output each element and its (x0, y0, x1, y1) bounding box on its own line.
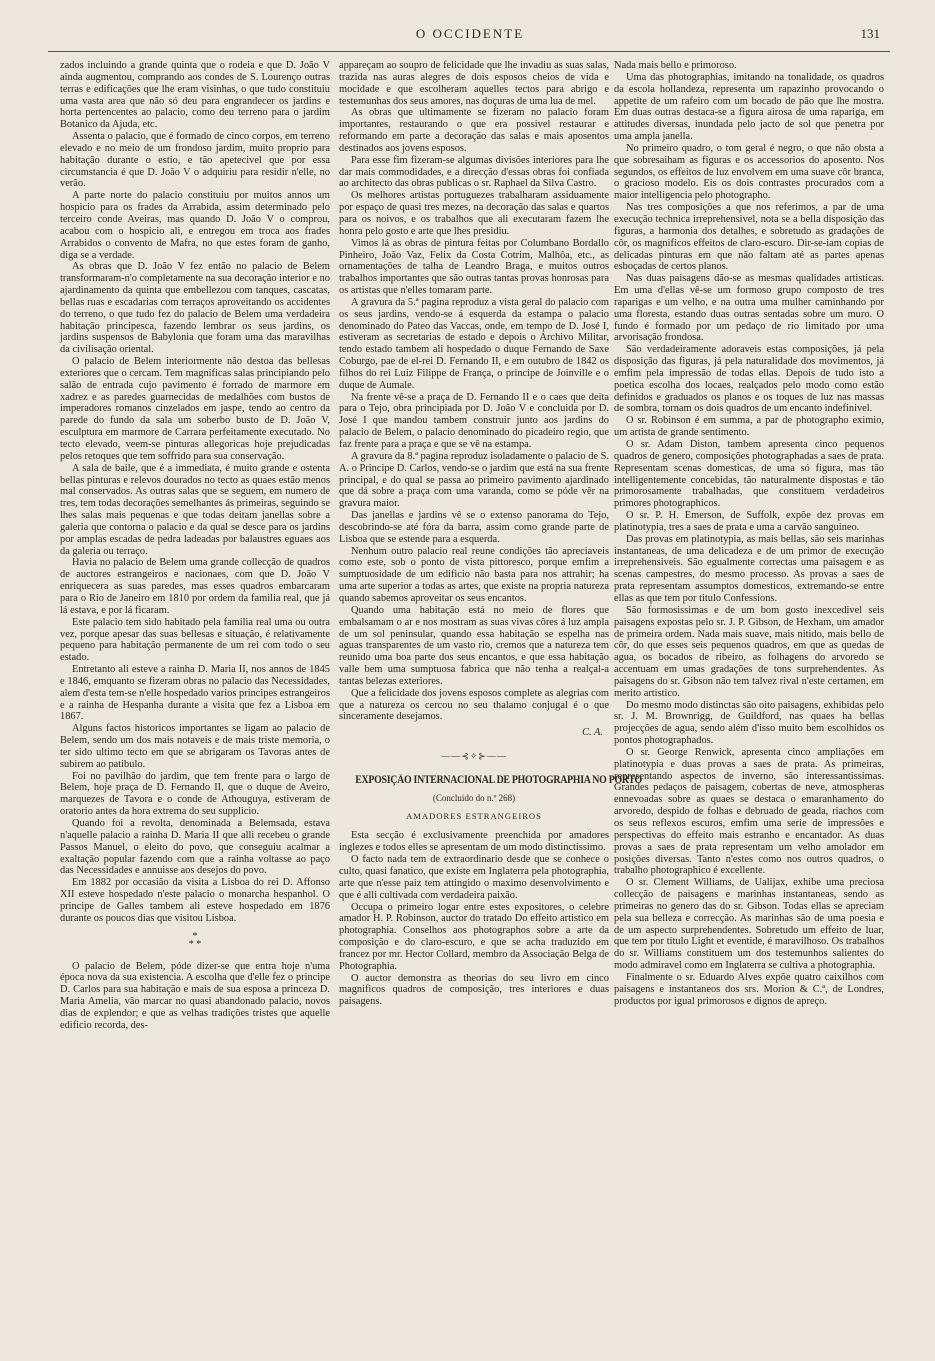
paragraph: Alguns factos historicos importantes se ligam ao palacio de Belem, sendo um dos mais notaveis e de mais triste memoria, o ter sido ultimo tecto em que se abrigaram os Tavoras antes de subirem ao patibulo. (60, 723, 330, 770)
paragraph: Os melhores artistas portuguezes trabalharam assiduamente por espaço de quasi tres mezes, na decoração das salas e quartos para os noivos, e os trabalhos que ali executaram fazem lhe honra pelo gosto e arte que lhes presidiu. (339, 190, 609, 237)
paragraph: São verdadeiramente adoraveis estas composições, já pela disposição das figuras, já pela naturalidade dos movimentos, já emfim pela impressão de todas ellas. Depois de tudo isto a poetica escolha dos locaes, realçados pelo modo como estão definidos e graduados os planos e os toques de luz nas massas de sombra, tornam os dois quadros de um encanto indefinivel. (614, 344, 884, 415)
paragraph: Em 1882 por occasião da visita a Lisboa do rei D. Affonso XII esteve hospedado n'este palacio o monarcha hespanhol. O principe de Galles tambem ali esteve hospedado em 1876 durante os poucos dias que visitou Lisboa. (60, 877, 330, 924)
header-rule (48, 51, 890, 52)
paragraph: Vimos lá as obras de pintura feitas por Columbano Bordallo Pinheiro, João Vaz, Felix da Costa Cotrim, Malhôa, etc., as ornamentações de talha de Leandro Braga, e muitos outros trabalhos importantes que são outras tantas provas honrosas para os artistas que n'elles tomaram parte. (339, 237, 609, 297)
paragraph: O facto nada tem de extraordinario desde que se conhece o culto, quasi fanatico, que existe em Inglaterra pela photographia, arte que n'esse paiz tem attingido o maximo desenvolvimento e que é alli cultivada com verdadeira paixão. (339, 854, 609, 901)
paragraph: Do mesmo modo distinctas são oito paisagens, exhibidas pelo sr. J. M. Brownrigg, de Guildford, nas quaes ha bellas projecções de agua, sendo além d'isso muito bem escolhidos os pontos photographados. (614, 699, 884, 747)
paragraph: Este palacio tem sido habitado pela familia real uma ou outra vez, porque apesar das suas bellesas e situação, é relativamente pequeno para habitação permanente de um rei com todo o seu estado. (60, 616, 330, 664)
paragraph: As obras que ultimamente se fizeram no palacio foram importantes, restaurando o que era possivel restaurar e reformando em parte a decoração das salas e mais aposentos destinados aos jovens esposos. (339, 107, 609, 154)
paragraph: Das provas em platinotypia, as mais bellas, são seis marinhas instantaneas, de uma delicadeza e de um primor de execução irreprehensiveis. São egualmente correctas uma paisagem e as scenas campestres, do mesmo processo. As provas a saes de prata representam assumptos domesticos, extremando-se entre ellas as que tem por titulo Confessions. (614, 533, 884, 604)
column-2 (339, 60, 642, 1350)
paragraph: A gravura da 8.ª pagina reproduz isoladamente o palacio de S. A. o Principe D. Carlos, vendo-se o jardim que está na sua frente principal, e do qual se passa ao primeiro pavimento ajardinado que dá sobre a praça com uma varanda, como se póde vêr na gravura maior. (339, 450, 609, 510)
paragraph: O palacio de Belem interiormente não destoa das bellesas exteriores que o cercam. Tem magnificas salas principiando pelo salão de entrada cujo pavimento é forrado de marmore em xadrez e as paredes guarnecidas de medalhões com bustos de imperadores romanos cinzelados em jaspe, tendo ao centro da parede do fundo da sala um soberbo busto de D. João V, esculptura em marmore de Carrara perfeitamente executado. No tecto elevado, veem-se pinturas allegoricas hoje prejudicadas pelos retoques que tem soffrido para sua conservação. (60, 356, 330, 462)
paragraph: No primeiro quadro, o tom geral é negro, o que não obsta a que sobresaiham as figuras e os accessorios do aposento. Nos segundos, os effeitos de luz envolvem em uma suave côr branca, o gracioso modelo. Eis os dois contrastes procurados com a maior intelligencia pelo photographo. (614, 142, 884, 202)
paragraph: O sr. George Renwick, apresenta cinco ampliações em platinotypia e duas provas a saes de prata. As primeiras, representando aspectos de inverno, são interessantissimas. Grandes pedaços de paisagem, cobertas de neve, atmospheras ennevoadas sobre as quaes se destaca o emaranhamento do arvoredo, despido de folhas e debruado de geada, riachos com os seus reflexos escuros, emfim uma serie de impressões e perspectivas do effeito mais estranho e encantador. As duas provas a saes de prata representam um velho amolador em posições diversas. Tanto n'estes como nos outros quadros, o trabalho photographico é excellente. (614, 746, 884, 877)
paragraph: Nas tres composições a que nos referimos, a par de uma execução technica irreprehensivel, nota se a bella disposição das figuras, a harmonia dos detalhes, e sobretudo as gradações de côr, os magnificos effeitos de claro-escuro. Dir-se-iam copias de delicadas pinturas em que não faltam até as partes apenas esboçadas de certos planos. (614, 202, 884, 273)
paragraph: O sr. P. H. Emerson, de Suffolk, expõe dez provas em platinotypia, tres a saes de prata e uma a carvão sanguineo. (614, 510, 884, 533)
paragraph: Esta secção é exclusivamente preenchida por amadores inglezes e todos elles se apresentam de um modo distinctissimo. (339, 830, 609, 854)
section-note: (Concluido do n.º 268) (432, 792, 516, 803)
paragraph: O sr. Adam Diston, tambem apresenta cinco pequenos quadros de genero, composições photographadas a saes de prata. Representam scenas domesticas, de uma só figura, mas tão intelligentemente concebidas, tão naturalmente dispostas e tão primorosamente trabalhadas, que constituem verdadeiros primores photographicos. (614, 439, 884, 510)
paragraph: A sala de baile, que é a immediata, é muito grande e ostenta bellas pinturas e relevos dourados no tecto as quaes estão menos mal conservados. As outras salas que se seguem, em numero de tres, tem todas decorações semelhantes ás primeiras, seguindo se lhes salas mais pequenas e que todas deitam janellas sobre a galeria que contorna o palacio e da qual se desce para os jardins por amplas escadas de pedra ladeadas por balaustres eguaes aos da galeria ou terraço. (60, 462, 330, 557)
paragraph: Finalmente o sr. Eduardo Alves expõe quatro caixilhos com paisagens e instantaneos dos srs. Morion & C.ª, de Londres, productos por igual primorosos e dignos de apreço. (614, 971, 884, 1007)
section-subtitle: AMADORES ESTRANGEIROS (406, 810, 542, 821)
paragraph: Assenta o palacio, que é formado de cinco corpos, em terreno elevado e no meio de um frondoso jardim, muito proprio para habitação durante o estio, e tão apetecivel que por essa circumstancia é que D. João V o adquiriu para residir n'elle, no verão. (60, 131, 330, 190)
paragraph: Uma das photographias, imitando na tonalidade, os quadros da escola hollandeza, representa um rapazinho provocando o appetite de um rafeiro com um bocado de pão que lhe mostra. Em duas outras destaca-se a figura airosa de uma rapariga, em attitudes diversas, inundada pelo jacto de sol que penetra por uma ampla janella. (614, 71, 884, 143)
paragraph: Que a felicidade dos jovens esposos complete as alegrias com que a natureza os cercou no seu thalamo conjugal é o que sinceramente desejamos. (339, 687, 609, 723)
section-title: EXPOSIÇÃO INTERNACIONAL DE PHOTOGRAPHIA NO PORTO (355, 773, 642, 786)
page-number: 131 (860, 26, 880, 41)
paragraph: Havia no palacio de Belem uma grande collecção de quadros de auctores estrangeiros e nacionaes, com que D. João V enriquecera as suas paredes, mas esses quadros embarcaram para o Rio de Janeiro em 1810 por ordem da familia real, que já lá estava, e por lá ficaram. (60, 557, 330, 616)
paragraph: Nenhum outro palacio real reune condições tão apreciaveis como este, sob o ponto de vista pittoresco, porque emfim a sumptuosidade de um edificio não basta para nos attrahir; ha uma arte superior a todas as artes, que existe na propria natureza quando sabemos aproveitar os seus encantos. (339, 545, 609, 604)
publication-title: O OCCIDENTE (415, 26, 525, 41)
paragraph: Entretanto ali esteve a rainha D. Maria II, nos annos de 1845 e 1846, emquanto se fizeram obras no palacio das Necessidades, alem d'esta tem-se n'elle hospedado varios principes estrangeiros e a rainha de Hespanha durante a visita que fez a Lisboa em 1867. (60, 664, 330, 723)
column-3 (614, 60, 884, 1350)
section-break-stars: * * * (188, 930, 202, 950)
paragraph: O sr. Robinson é em summa, a par de photographo eximio, um artista de grande sentimento. (614, 415, 884, 439)
paragraph: São formosissimas e de um bom gosto inexcedivel seis paisagens expostas pelo sr. J. P. Gibson, de Hexham, um amador de primeira ordem. Nada mais suave, mais nitido, mais bello de côr, do que esses seis pequenos quadros, em que as quedas de agua, os bocados de ribeiro, as folhagens do arvoredo se accentuam em umas gradações de tons surprehendentes. As paisagens do sr. Gibson não tem talvez rival n'este certamen, em merito artistico. (614, 604, 884, 699)
paragraph: zados incluindo a grande quinta que o rodeia e que D. João V ainda augmentou, comprando aos condes de S. Lourenço outras terras e edificações que lhe eram visinhas, o que tudo constituiu uma vasta area que não só deu para engrandecer os jardins e horta pertencentes ao palacio, como deu terreno para o jardim Botanico da Ajuda, etc. (60, 60, 330, 131)
author-signature: C. A. (582, 727, 603, 739)
paragraph: As obras que D. João V fez então no palacio de Belem transformaram-n'o completamente na sua decoração interior e no ajardinamento da quinta que embellezou com tanques, cascatas, bellas ruas e escadarias com terraços aproveitando os accidentes do terreno, o que tudo fez do palacio de Belem uma verdadeira habitação principesca, fazendo lembrar os seus jardins, os jardins suspensos de Babylonia que foram uma das maravilhas da civilisação oriental. (60, 261, 330, 356)
paragraph: Quando uma habitação está no meio de flores que embalsamam o ar e nos mostram as suas vivas côres á luz ampla de um sol peninsular, quando essa habitação se espelha nas aguas transparentes de um vasto rio, cremos que a natureza tem reunido uma boa parte dos seus encantos, e que essa habitação valle bem uma sumptuosa fabrica que não tenha a realçal-a tantas belezas exteriores. (339, 604, 609, 687)
page-header (60, 26, 880, 48)
paragraph: O auctor demonstra as theorias do seu livro em cinco magnificos quadros de composição, tres interiores e duas paisagens. (339, 972, 609, 1008)
paragraph: Nada mais bello e primoroso. (614, 60, 737, 71)
paragraph: Na frente vê-se a praça de D. Fernando II e o caes que deita para o Tejo, obra principiada por D. João V e concluida por D. José I que mandou tambem construir junto aos jardins do palacio de Belem, o palacio denominado do picadeiro regio, que faz frente para a praça e que se vê na estampa. (339, 391, 609, 450)
paragraph: O sr. Clement Williams, de Ualijax, exhibe uma preciosa collecção de paisagens e marinhas instantaneas, sendo as primeiras no genero das do sr. Gibson. Todas ellas se apreciam pela sua belleza e correcção. As marinhas são de uma poesia e de um aspecto surprehendentes. Sobretudo um effeito de luar, que tem por titulo Light et eventide, é maravilhoso. Os trabalhos do sr. Williams constituem um dos testemunhos salientes do modo admiravel como em Inglaterra se cultiva a photographia. (614, 877, 884, 972)
paragraph: A parte norte do palacio constituiu por muitos annos um hospicio para os frades da Arrabida, assim determinado pelo terceiro conde Aveiras, mas quando D. João V o comprou, acabou com o hospicio ali, e entregou em troca aos frades Arrabidos o convento de Mafra, no que estes foram de ganho, diga se a verdade. (60, 190, 330, 261)
paragraph: A gravura da 5.ª pagina reproduz a vista geral do palacio com os seus jardins, vendo-se á esquerda da estampa o palacio denominado do Pateo das Vaccas, onde, em tempo de D. José I, estiveram as secretarias de estado e depois o Archivo Militar, tendo estado tambem ali hospedado o duque Fernando de Saxe Coburgo, pae de el-rei D. Fernando II, e em outubro de 1842 os filhos do rei Luiz Filippe de França, o principe de Joinville e o duque de Aumale. (339, 296, 609, 391)
paragraph: appareçam ao soupro de felicidade que lhe invadiu as suas salas, trazida nas auras alegres de dois esposos cheios de vida e mocidade e que escolheram aquelles tectos para abrigo e testemunhas dos seus amores, nas doçuras de uma lua de mel. (339, 60, 609, 107)
paragraph: Occupa o primeiro logar entre estes expositores, o celebre amador H. P. Robinson, auctor do tratado Do effeito artistico em photographia. Conselhos aos photographos sobre a arte da composição e do claro-escuro, e que se acha traduzido em francez por mr. Hector Collard, membro da Associação Belga de Photographia. (339, 901, 609, 972)
paragraph: Foi no pavilhão do jardim, que tem frente para o largo de Belem, hoje praça de D. Fernando II, que o duque de Aveiro, marquezes de Tavora e o conde de Athouguya, estiveram de oratorio antes da hora extrema do seu supplicio. (60, 770, 330, 818)
paragraph: Quando foi a revolta, denominada a Belemsada, estava n'aquelle palacio a rainha D. Maria II que alli recebeu o grande Passos Manuel, o eleito do povo, que conseguiu acalmar a exaltação popular fazendo com que a rainha voltasse ao paço das Necessidades e annuisse aos desejos do povo. (60, 818, 330, 877)
ornament-divider: ——⊰✧⊱—— (441, 751, 507, 762)
paragraph: Para esse fim fizeram-se algumas divisões interiores para lhe dar mais commodidades, e a direcção d'essas obras foi confiada ao architecto das obras publicas o sr. Raphael da Silva Castro. (339, 154, 609, 190)
paragraph: Das janellas e jardins vê se o extenso panorama do Tejo, descobrindo-se até fóra da barra, assim como grande parte de Lisboa que se estende para a esquerda. (339, 510, 609, 545)
column-1 (60, 60, 330, 1350)
paragraph: O palacio de Belem, póde dizer-se que entra hoje n'uma época nova da sua existencia. A escolha que d'elle fez o principe D. Carlos para sua habitação e mais de sua esposa a princeza D. Maria Amelia, vão marcar no quasi abandonado palacio, novos dias de explendor; e que as velhas tradições tristes que aquelle edificio recorda, des- (60, 960, 330, 1031)
paragraph: Nas duas paisagens dão-se as mesmas qualidades artisticas. Em uma d'ellas vê-se um formoso grupo composto de tres raparigas e um velho, e na outra uma mulher caminhando por uma floresta, estando duas outras sentadas sobre um muro. O fundo é formado por um pedaço de rio limitado por uma arvorisação frondosa. (614, 273, 884, 344)
